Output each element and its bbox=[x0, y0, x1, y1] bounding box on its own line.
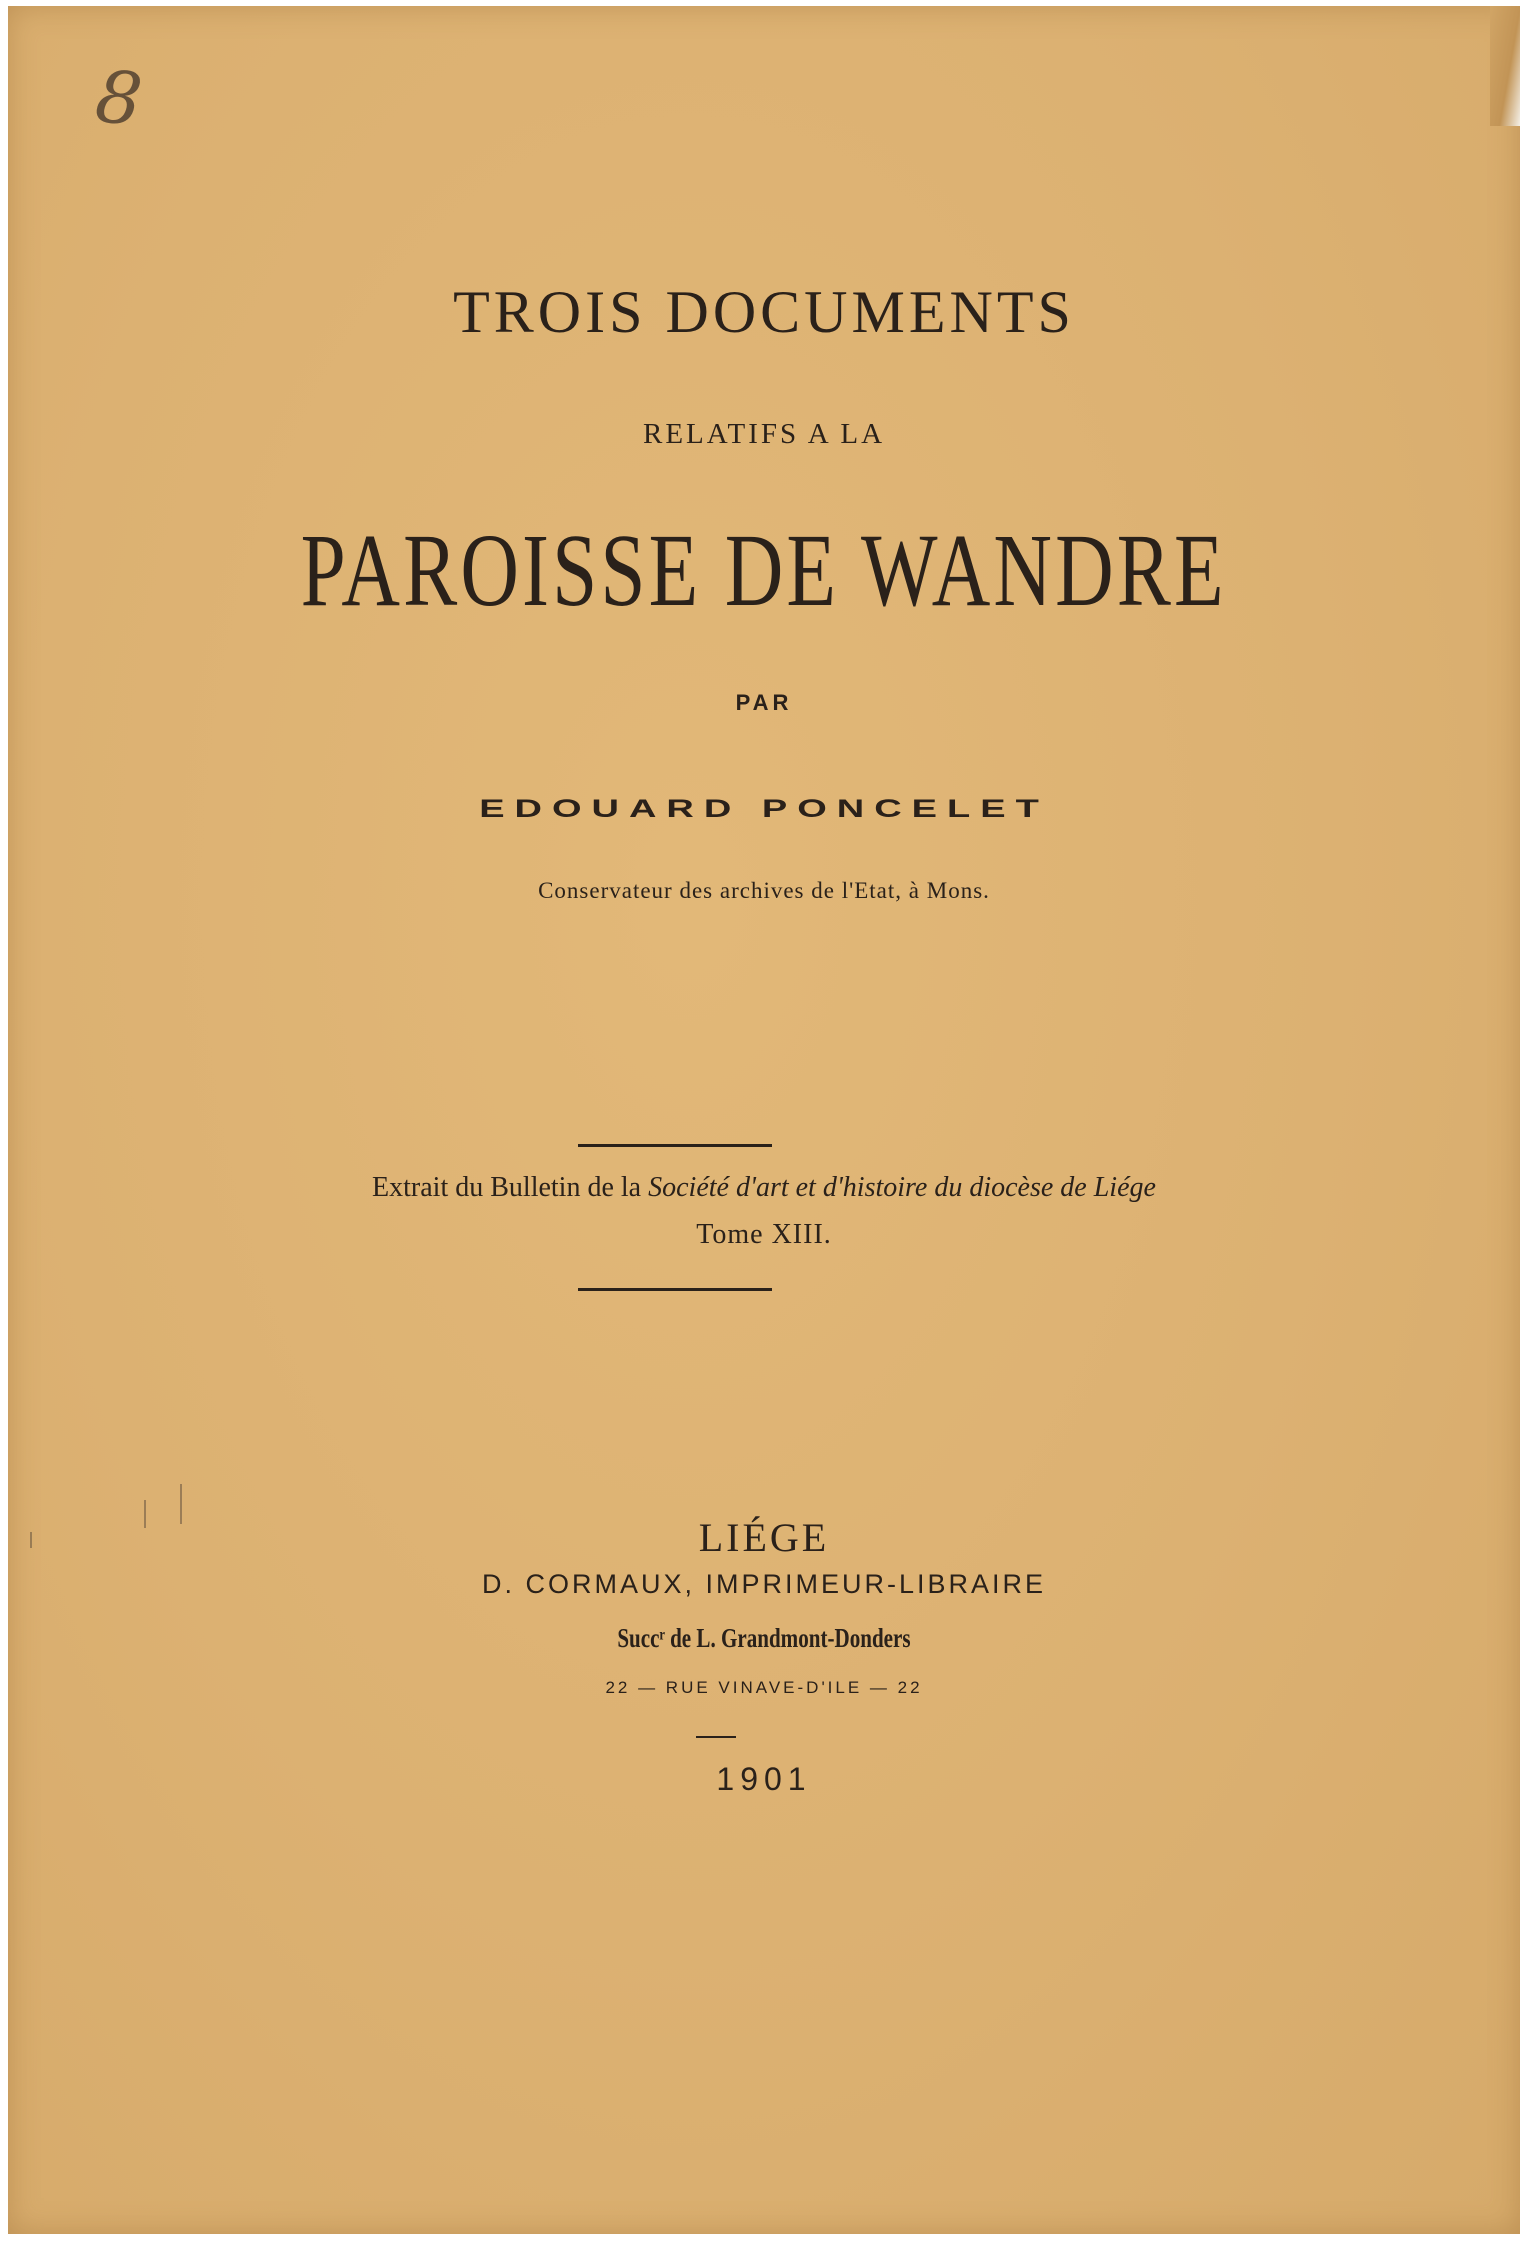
paper-mark bbox=[180, 1484, 182, 1524]
imprint-city: LIÉGE bbox=[698, 1515, 830, 1560]
title-main bbox=[8, 511, 1520, 630]
imprint-address: 22 — RUE VINAVE-D'ILE — 22 bbox=[605, 1678, 923, 1697]
title-line-2: RELATIFS A LA bbox=[642, 418, 886, 450]
title-line-1: TROIS DOCUMENTS bbox=[453, 279, 1075, 345]
divider-bottom bbox=[578, 1288, 772, 1291]
document-cover bbox=[8, 6, 1520, 2234]
paper-mark bbox=[30, 1532, 32, 1548]
imprint-successor-text: Succʳ de L. Grandmont-Donders bbox=[617, 1623, 911, 1653]
byline-par: PAR bbox=[735, 690, 793, 715]
folded-corner bbox=[1490, 6, 1520, 126]
extract-society: Société d'art et d'histoire du diocèse de Liége bbox=[648, 1172, 1156, 1203]
imprint-dash bbox=[696, 1736, 736, 1738]
imprint-printer: D. CORMAUX, IMPRIMEUR-LIBRAIRE bbox=[481, 1569, 1047, 1599]
handwritten-number: 8 bbox=[91, 53, 147, 143]
imprint-successor bbox=[8, 1623, 1520, 1654]
extract-prefix: Extrait du Bulletin de la bbox=[372, 1172, 642, 1203]
divider-top bbox=[578, 1144, 772, 1147]
paper-mark bbox=[144, 1500, 146, 1528]
author-name: EDOUARD PONCELET bbox=[479, 795, 1049, 823]
author-role: Conservateur des archives de l'Etat, à Mons. bbox=[538, 878, 990, 903]
imprint-year: 1901 bbox=[716, 1761, 812, 1797]
extract-line bbox=[8, 1172, 1520, 1204]
title-main-text: PAROISSE DE WANDRE bbox=[300, 513, 1228, 628]
extract-tome: Tome XIII. bbox=[696, 1219, 832, 1250]
